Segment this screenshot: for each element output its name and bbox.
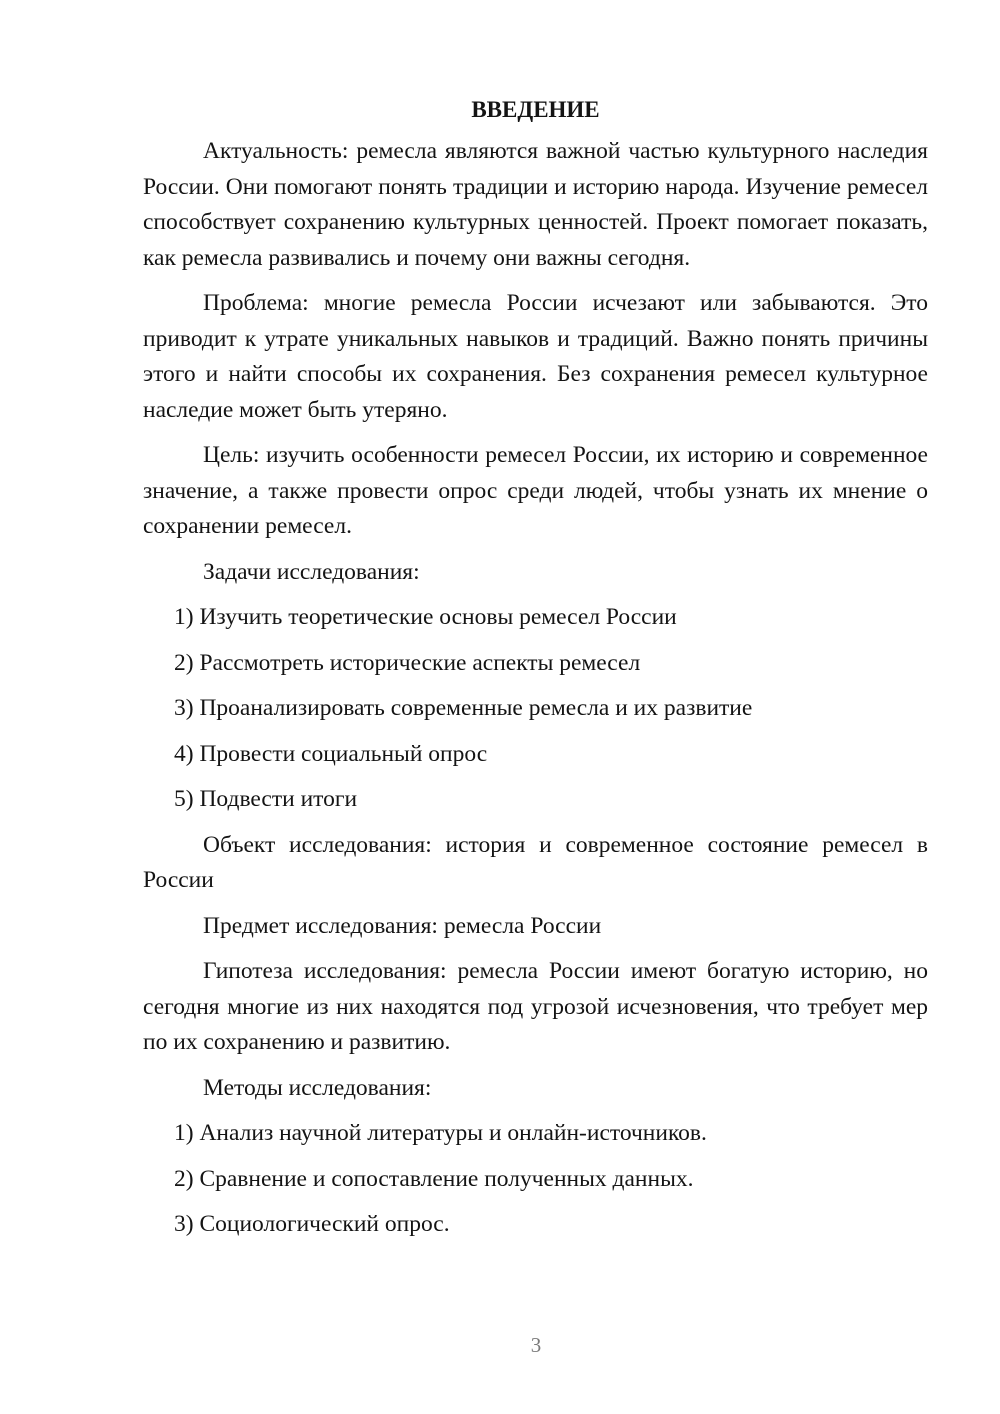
page-number: 3 (530, 1333, 542, 1357)
method-item: 1) Анализ научной литературы и онлайн-источников. (174, 1120, 707, 1146)
tasks-list (143, 600, 928, 818)
relevance-paragraph: Актуальность: ремесла являются важной частью культурного наследия России. Они помогают понять традиции и историю народа. Изучение ремесел способствует сохранению культурных ценностей. Проект помогает показать, как ремесла развивались и почему они важны сегодня. (143, 138, 928, 271)
goal-paragraph: Цель: изучить особенности ремесел России, их историю и современное значение, а также провести опрос среди людей, чтобы узнать их мнение о сохранении ремесел. (143, 442, 928, 539)
hypothesis-paragraph: Гипотеза исследования: ремесла России имеют богатую историю, но сегодня многие из них находятся под угрозой исчезновения, что требует мер по их сохранению и развитию. (143, 958, 928, 1055)
problem-paragraph: Проблема: многие ремесла России исчезают или забываются. Это приводит к утрате уникальных навыков и традиций. Важно понять причины этого и найти способы их сохранения. Без сохранения ремесел культурное наследие может быть утеряно. (143, 290, 928, 423)
method-item: 3) Социологический опрос. (174, 1211, 450, 1237)
method-item: 2) Сравнение и сопоставление полученных данных. (174, 1165, 694, 1192)
task-item: 5) Подвести итоги (174, 786, 358, 812)
task-item: 1) Изучить теоретические основы ремесел России (174, 604, 677, 630)
task-item: 3) Проанализировать современные ремесла и их развитие (174, 695, 753, 721)
methods-heading: Методы исследования: (203, 1074, 432, 1101)
section-title: ВВЕДЕНИЕ (471, 97, 600, 122)
methods-list (143, 1116, 928, 1243)
object-paragraph: Объект исследования: история и современное состояние ремесел в России (143, 831, 928, 893)
subject-paragraph: Предмет исследования: ремесла России (203, 912, 602, 939)
task-item: 2) Рассмотреть исторические аспекты ремесел (174, 649, 641, 676)
tasks-heading: Задачи исследования: (203, 558, 420, 585)
task-item: 4) Провести социальный опрос (174, 740, 488, 767)
page-content (143, 93, 928, 1253)
